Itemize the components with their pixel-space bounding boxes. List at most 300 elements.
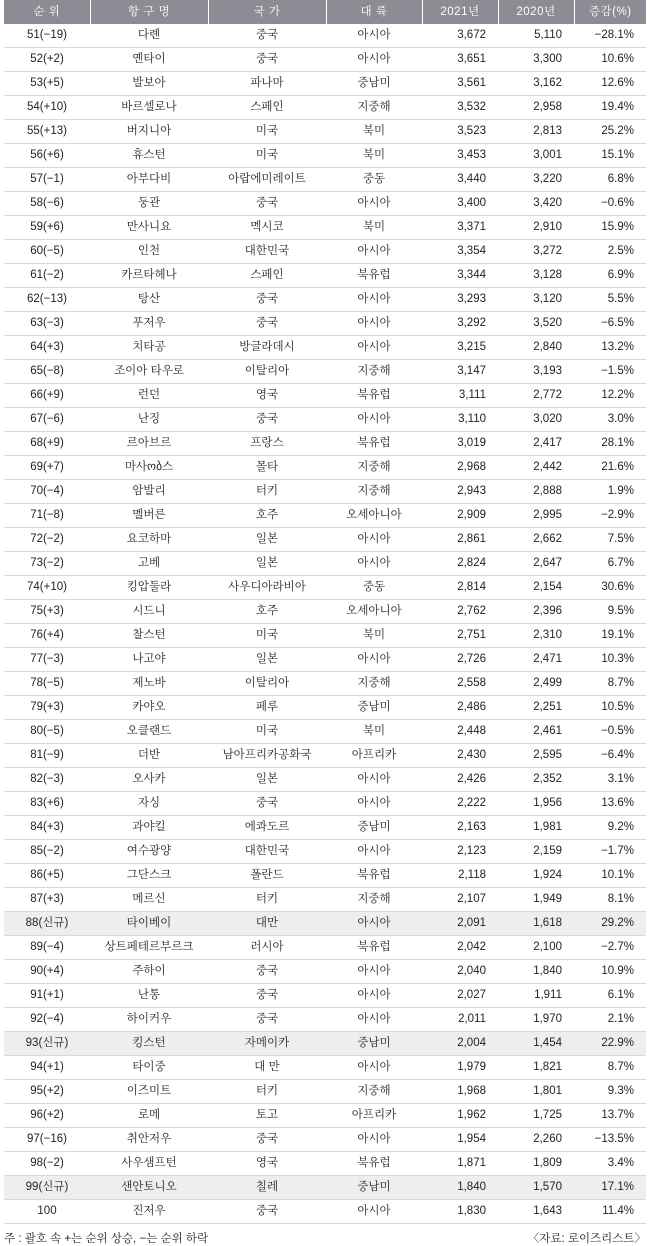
cell-rank: 51(−19) [4,24,90,48]
cell-rank: 62(−13) [4,288,90,312]
table-row [4,528,646,552]
cell-rank: 73(−2) [4,552,90,576]
cell-rank: 97(−16) [4,1128,90,1152]
cell-change: 9.3% [574,1080,646,1104]
table-row [4,672,646,696]
table-row [4,720,646,744]
cell-port: 멜버른 [90,504,208,528]
cell-rank: 58(−6) [4,192,90,216]
cell-rank: 70(−4) [4,480,90,504]
cell-year-2021: 2,107 [422,888,498,912]
cell-country: 중국 [208,1128,326,1152]
cell-continent: 지중해 [326,96,422,120]
cell-rank: 78(−5) [4,672,90,696]
cell-continent: 중남미 [326,1176,422,1200]
table-body [4,24,646,1224]
table-row [4,504,646,528]
cell-change: 10.3% [574,648,646,672]
cell-year-2021: 3,147 [422,360,498,384]
cell-change: 25.2% [574,120,646,144]
cell-year-2021: 2,426 [422,768,498,792]
cell-year-2020: 2,260 [498,1128,574,1152]
cell-change: 8.1% [574,888,646,912]
cell-continent: 아시아 [326,840,422,864]
cell-rank: 60(−5) [4,240,90,264]
cell-year-2021: 3,532 [422,96,498,120]
table-row [4,1176,646,1200]
cell-year-2021: 3,523 [422,120,498,144]
cell-change: 17.1% [574,1176,646,1200]
cell-rank: 79(+3) [4,696,90,720]
cell-port: 진저우 [90,1200,208,1224]
cell-year-2021: 3,111 [422,384,498,408]
cell-port: 카야오 [90,696,208,720]
table-row [4,216,646,240]
cell-change: 15.9% [574,216,646,240]
cell-change: 15.1% [574,144,646,168]
table-row [4,552,646,576]
cell-change: −2.7% [574,936,646,960]
cell-change: 8.7% [574,1056,646,1080]
cell-change: 19.1% [574,624,646,648]
cell-port: 메르신 [90,888,208,912]
cell-port: 다롄 [90,24,208,48]
cell-country: 미국 [208,144,326,168]
cell-year-2020: 1,949 [498,888,574,912]
cell-port: 주하이 [90,960,208,984]
cell-change: 29.2% [574,912,646,936]
cell-year-2021: 3,672 [422,24,498,48]
column-header-rank: 순 위 [4,0,90,24]
table-row [4,432,646,456]
cell-change: −0.6% [574,192,646,216]
cell-port: 상트페테르부르크 [90,936,208,960]
cell-year-2020: 2,647 [498,552,574,576]
cell-port: 탕산 [90,288,208,312]
column-header-year-2021: 2021년 [422,0,498,24]
table-header [4,0,646,24]
header-row [4,0,646,24]
cell-year-2021: 2,943 [422,480,498,504]
cell-continent: 북미 [326,120,422,144]
cell-continent: 지중해 [326,888,422,912]
cell-continent: 아시아 [326,240,422,264]
cell-year-2020: 1,924 [498,864,574,888]
cell-country: 대한민국 [208,840,326,864]
cell-port: 여수광양 [90,840,208,864]
cell-year-2020: 3,162 [498,72,574,96]
cell-continent: 지중해 [326,480,422,504]
cell-rank: 55(+13) [4,120,90,144]
cell-continent: 오세아니아 [326,600,422,624]
cell-change: 19.4% [574,96,646,120]
cell-continent: 북미 [326,720,422,744]
cell-port: 로메 [90,1104,208,1128]
cell-change: 6.1% [574,984,646,1008]
cell-continent: 아시아 [326,336,422,360]
cell-change: 6.9% [574,264,646,288]
cell-country: 이탈리아 [208,360,326,384]
cell-continent: 아프리카 [326,744,422,768]
cell-year-2020: 1,570 [498,1176,574,1200]
cell-change: −0.5% [574,720,646,744]
cell-year-2021: 2,861 [422,528,498,552]
cell-country: 남아프리카공화국 [208,744,326,768]
cell-country: 미국 [208,624,326,648]
cell-rank: 95(+2) [4,1080,90,1104]
cell-year-2021: 2,011 [422,1008,498,1032]
cell-year-2021: 2,004 [422,1032,498,1056]
cell-country: 프랑스 [208,432,326,456]
cell-port: 더반 [90,744,208,768]
cell-rank: 67(−6) [4,408,90,432]
cell-change: 12.2% [574,384,646,408]
cell-country: 폴란드 [208,864,326,888]
cell-continent: 아시아 [326,792,422,816]
cell-port: 치타공 [90,336,208,360]
cell-rank: 63(−3) [4,312,90,336]
cell-year-2021: 1,871 [422,1152,498,1176]
cell-rank: 61(−2) [4,264,90,288]
cell-port: 찰스턴 [90,624,208,648]
cell-country: 터키 [208,480,326,504]
cell-country: 중국 [208,408,326,432]
cell-continent: 아시아 [326,648,422,672]
table-row [4,192,646,216]
table-row [4,408,646,432]
table-row [4,1032,646,1056]
cell-continent: 아시아 [326,528,422,552]
cell-continent: 중동 [326,168,422,192]
cell-year-2020: 1,643 [498,1200,574,1224]
cell-year-2020: 2,352 [498,768,574,792]
cell-year-2020: 2,995 [498,504,574,528]
cell-rank: 64(+3) [4,336,90,360]
cell-year-2020: 3,001 [498,144,574,168]
cell-port: 그단스크 [90,864,208,888]
table-row [4,576,646,600]
cell-change: 21.6% [574,456,646,480]
cell-continent: 아시아 [326,1056,422,1080]
cell-port: 푸저우 [90,312,208,336]
cell-continent: 지중해 [326,1080,422,1104]
cell-country: 미국 [208,720,326,744]
cell-continent: 중남미 [326,696,422,720]
cell-change: 10.9% [574,960,646,984]
cell-year-2021: 2,909 [422,504,498,528]
cell-year-2020: 3,020 [498,408,574,432]
cell-port: 고베 [90,552,208,576]
cell-continent: 중남미 [326,72,422,96]
cell-continent: 아시아 [326,1008,422,1032]
cell-continent: 북미 [326,216,422,240]
cell-port: 카르타헤나 [90,264,208,288]
cell-port: 요코하마 [90,528,208,552]
cell-year-2020: 2,461 [498,720,574,744]
cell-rank: 92(−4) [4,1008,90,1032]
table-row [4,984,646,1008]
table-row [4,1104,646,1128]
table-row [4,360,646,384]
cell-year-2020: 1,956 [498,792,574,816]
cell-year-2021: 2,726 [422,648,498,672]
cell-year-2021: 1,954 [422,1128,498,1152]
cell-year-2020: 2,813 [498,120,574,144]
cell-continent: 지중해 [326,360,422,384]
cell-year-2020: 1,454 [498,1032,574,1056]
cell-rank: 82(−3) [4,768,90,792]
cell-year-2020: 1,840 [498,960,574,984]
cell-port: 킹스턴 [90,1032,208,1056]
cell-change: 3.0% [574,408,646,432]
cell-year-2021: 2,027 [422,984,498,1008]
cell-country: 이탈리아 [208,672,326,696]
cell-port: 휴스턴 [90,144,208,168]
cell-port: 만사니요 [90,216,208,240]
cell-country: 터키 [208,888,326,912]
cell-change: 9.2% [574,816,646,840]
cell-continent: 중동 [326,576,422,600]
cell-port: 취안저우 [90,1128,208,1152]
cell-rank: 52(+2) [4,48,90,72]
cell-rank: 89(−4) [4,936,90,960]
cell-change: −2.9% [574,504,646,528]
cell-year-2020: 2,310 [498,624,574,648]
cell-year-2020: 3,220 [498,168,574,192]
cell-port: 샌안토니오 [90,1176,208,1200]
table-row [4,648,646,672]
cell-port: 이즈미트 [90,1080,208,1104]
cell-year-2020: 3,193 [498,360,574,384]
cell-year-2020: 2,888 [498,480,574,504]
cell-country: 스페인 [208,96,326,120]
cell-port: 바르셀로나 [90,96,208,120]
table-row [4,816,646,840]
cell-change: 10.6% [574,48,646,72]
table-row [4,48,646,72]
cell-year-2020: 2,772 [498,384,574,408]
cell-year-2021: 2,430 [422,744,498,768]
cell-change: 6.8% [574,168,646,192]
cell-year-2020: 1,725 [498,1104,574,1128]
cell-change: 13.7% [574,1104,646,1128]
cell-year-2020: 2,159 [498,840,574,864]
cell-country: 호주 [208,504,326,528]
cell-year-2020: 3,128 [498,264,574,288]
cell-change: 1.9% [574,480,646,504]
cell-port: 르아브르 [90,432,208,456]
column-header-year-2020: 2020년 [498,0,574,24]
cell-continent: 아시아 [326,960,422,984]
cell-continent: 아시아 [326,24,422,48]
cell-country: 중국 [208,792,326,816]
cell-rank: 100 [4,1200,90,1224]
cell-year-2021: 2,222 [422,792,498,816]
table-row [4,696,646,720]
cell-year-2021: 1,962 [422,1104,498,1128]
cell-year-2020: 2,396 [498,600,574,624]
cell-year-2020: 1,618 [498,912,574,936]
cell-year-2020: 2,417 [498,432,574,456]
cell-rank: 75(+3) [4,600,90,624]
cell-year-2020: 3,300 [498,48,574,72]
cell-rank: 57(−1) [4,168,90,192]
cell-continent: 아시아 [326,768,422,792]
cell-year-2021: 3,344 [422,264,498,288]
footnote-text: 주 : 괄호 속 +는 순위 상승, −는 순위 하락 [4,1233,209,1245]
cell-country: 자메이카 [208,1032,326,1056]
table-row [4,24,646,48]
cell-year-2021: 2,123 [422,840,498,864]
table-row [4,960,646,984]
cell-year-2021: 3,440 [422,168,498,192]
cell-country: 터키 [208,1080,326,1104]
cell-country: 일본 [208,768,326,792]
cell-country: 토고 [208,1104,326,1128]
cell-continent: 오세아니아 [326,504,422,528]
cell-year-2021: 2,091 [422,912,498,936]
cell-change: 22.9% [574,1032,646,1056]
cell-rank: 86(+5) [4,864,90,888]
cell-change: 8.7% [574,672,646,696]
cell-continent: 지중해 [326,456,422,480]
table-row [4,168,646,192]
cell-change: −1.7% [574,840,646,864]
cell-rank: 72(−2) [4,528,90,552]
cell-year-2021: 3,354 [422,240,498,264]
cell-continent: 아시아 [326,192,422,216]
cell-year-2021: 2,040 [422,960,498,984]
cell-port: 난통 [90,984,208,1008]
cell-change: 3.1% [574,768,646,792]
cell-country: 미국 [208,120,326,144]
cell-year-2021: 2,824 [422,552,498,576]
cell-country: 중국 [208,1200,326,1224]
cell-change: −1.5% [574,360,646,384]
cell-rank: 71(−8) [4,504,90,528]
cell-year-2021: 2,814 [422,576,498,600]
cell-country: 중국 [208,288,326,312]
cell-year-2020: 2,595 [498,744,574,768]
cell-year-2021: 3,292 [422,312,498,336]
table-row [4,384,646,408]
table-row [4,744,646,768]
table-row [4,1200,646,1224]
cell-port: 인천 [90,240,208,264]
cell-rank: 90(+4) [4,960,90,984]
cell-rank: 88(신규) [4,912,90,936]
cell-continent: 아시아 [326,288,422,312]
cell-country: 일본 [208,528,326,552]
cell-continent: 아시아 [326,312,422,336]
cell-rank: 54(+10) [4,96,90,120]
cell-continent: 북유럽 [326,864,422,888]
column-header-port: 항 구 명 [90,0,208,24]
cell-change: 6.7% [574,552,646,576]
cell-country: 일본 [208,552,326,576]
cell-country: 영국 [208,384,326,408]
cell-year-2020: 3,520 [498,312,574,336]
cell-port: 제노바 [90,672,208,696]
table-row [4,1152,646,1176]
cell-country: 일본 [208,648,326,672]
cell-continent: 아시아 [326,1128,422,1152]
table-row [4,1080,646,1104]
cell-rank: 53(+5) [4,72,90,96]
cell-change: 2.1% [574,1008,646,1032]
cell-country: 칠레 [208,1176,326,1200]
cell-year-2020: 3,272 [498,240,574,264]
cell-year-2020: 2,442 [498,456,574,480]
table-row [4,336,646,360]
cell-change: 5.5% [574,288,646,312]
cell-port: 나고야 [90,648,208,672]
cell-port: 런던 [90,384,208,408]
cell-port: 하이커우 [90,1008,208,1032]
table-row [4,72,646,96]
cell-year-2021: 2,448 [422,720,498,744]
cell-continent: 지중해 [326,672,422,696]
table-row [4,1056,646,1080]
cell-port: 타이베이 [90,912,208,936]
cell-year-2021: 1,840 [422,1176,498,1200]
column-header-continent: 대 륙 [326,0,422,24]
cell-year-2021: 3,561 [422,72,498,96]
cell-port: 사우샘프턴 [90,1152,208,1176]
cell-continent: 아시아 [326,912,422,936]
cell-year-2020: 3,120 [498,288,574,312]
cell-change: 3.4% [574,1152,646,1176]
cell-country: 중국 [208,24,326,48]
cell-country: 사우디아라비아 [208,576,326,600]
cell-year-2021: 3,371 [422,216,498,240]
cell-port: 타이중 [90,1056,208,1080]
cell-continent: 아프리카 [326,1104,422,1128]
table-row [4,96,646,120]
cell-rank: 80(−5) [4,720,90,744]
cell-country: 대한민국 [208,240,326,264]
cell-country: 몰타 [208,456,326,480]
cell-rank: 65(−8) [4,360,90,384]
cell-continent: 북미 [326,144,422,168]
cell-rank: 56(+6) [4,144,90,168]
cell-year-2021: 2,042 [422,936,498,960]
cell-rank: 69(+7) [4,456,90,480]
cell-change: 9.5% [574,600,646,624]
cell-rank: 99(신규) [4,1176,90,1200]
cell-year-2020: 2,154 [498,576,574,600]
cell-port: 과야킬 [90,816,208,840]
cell-continent: 북유럽 [326,1152,422,1176]
cell-year-2020: 1,911 [498,984,574,1008]
cell-country: 중국 [208,192,326,216]
cell-continent: 중남미 [326,1032,422,1056]
cell-continent: 북유럽 [326,264,422,288]
cell-port: 암발리 [90,480,208,504]
cell-country: 중국 [208,312,326,336]
cell-country: 스페인 [208,264,326,288]
cell-rank: 68(+9) [4,432,90,456]
cell-year-2020: 2,662 [498,528,574,552]
cell-year-2020: 5,110 [498,24,574,48]
table-row [4,1008,646,1032]
cell-continent: 아시아 [326,552,422,576]
cell-year-2020: 1,981 [498,816,574,840]
cell-country: 중국 [208,48,326,72]
cell-country: 멕시코 [208,216,326,240]
cell-rank: 87(+3) [4,888,90,912]
cell-country: 중국 [208,984,326,1008]
